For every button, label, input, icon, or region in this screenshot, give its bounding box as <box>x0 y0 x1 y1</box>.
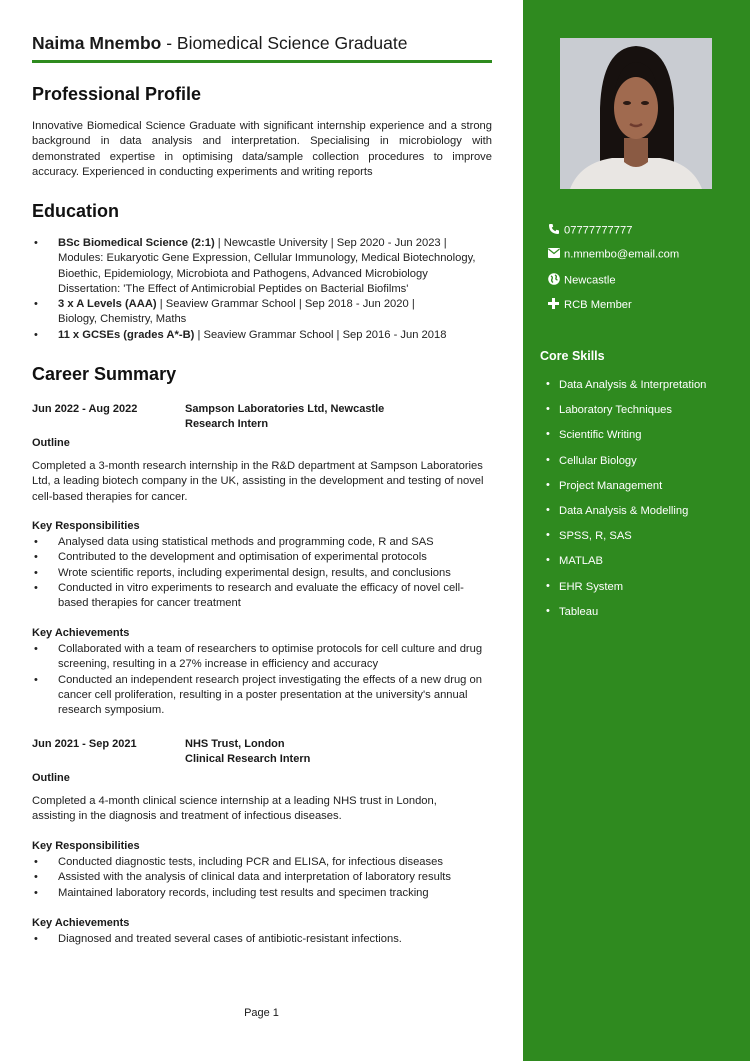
list-item: • Contributed to the development and optimisation of experimental protocols <box>32 550 494 565</box>
list-item: • Analysed data using statistical methods and programming code, R and SAS <box>32 535 494 550</box>
education-item <box>32 236 494 297</box>
job-role: Research Intern <box>185 418 269 430</box>
header-separator: - <box>161 33 177 53</box>
skill-item: • SPSS, R, SAS <box>540 530 706 555</box>
job-employer <box>185 402 384 432</box>
skill-item: • Tableau <box>540 606 706 631</box>
responsibilities-label: Key Responsibilities <box>32 520 140 532</box>
sidebar <box>523 0 750 1061</box>
list-item: • Maintained laboratory records, including test results and specimen tracking <box>32 886 494 901</box>
contact-phone <box>547 223 632 238</box>
education-heading: Education <box>32 201 120 221</box>
employer-name: NHS Trust, London <box>185 738 285 750</box>
skill-item: • Project Management <box>540 480 706 505</box>
education-list <box>32 236 494 343</box>
responsibilities-list <box>32 535 494 611</box>
career-heading: Career Summary <box>32 364 177 384</box>
job-role: Clinical Research Intern <box>185 753 311 765</box>
achievements-list <box>32 642 494 718</box>
skill-item: • Data Analysis & Interpretation <box>540 379 706 404</box>
education-detail: | Seaview Grammar School | Sep 2018 - Jun 2020 | <box>156 298 415 311</box>
contact-email <box>547 248 679 261</box>
contact-location <box>547 273 616 288</box>
portrait-image <box>560 38 712 189</box>
phone-icon <box>547 223 560 238</box>
outline-label: Outline <box>32 772 70 784</box>
phone-number: 07777777777 <box>564 224 633 237</box>
qualification: 11 x GCSEs (grades A*-B) <box>58 328 195 341</box>
list-item: • Conducted in vitro experiments to research and evaluate the efficacy of novel cell-based therapies for cancer treatment <box>32 581 494 612</box>
skill-item: • Laboratory Techniques <box>540 404 706 429</box>
skill-item: • Cellular Biology <box>540 455 706 480</box>
achievements-label: Key Achievements <box>32 627 130 639</box>
list-item: • Assisted with the analysis of clinical data and interpretation of laboratory results <box>32 870 494 885</box>
education-dissertation: Dissertation: 'The Effect of Antimicrobial Peptides on Bacterial Biofilms' <box>58 282 409 295</box>
membership-text: RCB Member <box>564 298 632 311</box>
education-item <box>32 297 494 328</box>
location-text: Newcastle <box>564 274 616 287</box>
job-employer <box>185 737 310 767</box>
contact-membership <box>547 298 632 312</box>
profile-text: Innovative Biomedical Science Graduate with significant internship experience and a strong background in data analysis and interpretation. Specialising in microbiology with demonstrated expertise in optimising data/sample collection procedures to improve accuracy. Experienced in conducting experiments and writing reports <box>32 120 492 178</box>
achievements-list <box>32 932 494 947</box>
header-divider <box>32 60 492 63</box>
qualification: 3 x A Levels (AAA) <box>58 298 157 311</box>
skills-list <box>540 379 706 631</box>
list-item: • Conducted an independent research project investigating the effects of a new drug on cancer cell proliferation, resulting in a poster presentation at the university's annual research symposium. <box>32 673 494 719</box>
skill-item: • Data Analysis & Modelling <box>540 505 706 530</box>
outline-label: Outline <box>32 437 70 449</box>
skill-item: • EHR System <box>540 581 706 606</box>
profile-heading: Professional Profile <box>32 84 202 104</box>
list-item: • Diagnosed and treated several cases of antibiotic-resistant infections. <box>32 932 494 947</box>
list-item: • Conducted diagnostic tests, including PCR and ELISA, for infectious diseases <box>32 855 494 870</box>
page-number: Page 1 <box>244 1007 279 1019</box>
skill-item: • Scientific Writing <box>540 429 706 454</box>
cv-header <box>32 33 502 54</box>
education-subjects: Biology, Chemistry, Maths <box>58 313 187 326</box>
list-item: • Collaborated with a team of researchers to optimise protocols for cell culture and drug screening, resulting in a 27% increase in efficiency and accuracy <box>32 642 494 673</box>
job-dates: Jun 2021 - Sep 2021 <box>32 738 137 750</box>
email-address[interactable]: n.mnembo@email.com <box>564 248 680 261</box>
education-detail: | Newcastle University | Sep 2020 - Jun 2023 | <box>214 237 447 249</box>
employer-name: Sampson Laboratories Ltd, Newcastle <box>185 403 385 415</box>
education-detail: | Seaview Grammar School | Sep 2016 - Jun 2018 <box>194 328 447 341</box>
responsibilities-label: Key Responsibilities <box>32 840 140 852</box>
skill-item: • MATLAB <box>540 555 706 580</box>
skills-heading: Core Skills <box>540 349 605 363</box>
candidate-name: Naima Mnembo <box>32 33 162 53</box>
education-modules: Modules: Eukaryotic Gene Expression, Cellular Immunology, Medical Biotechnology, Bioethic, Epidemiology, Microbiota and Pathogens, Advanced Microbiology <box>58 252 476 280</box>
globe-icon <box>547 273 560 288</box>
qualification: BSc Biomedical Science (2:1) <box>58 237 215 249</box>
plus-icon <box>547 298 560 312</box>
profile-photo <box>560 38 712 189</box>
envelope-icon <box>547 248 560 261</box>
education-item <box>32 328 494 343</box>
achievements-label: Key Achievements <box>32 917 130 929</box>
list-item: • Wrote scientific reports, including experimental design, results, and conclusions <box>32 566 494 581</box>
responsibilities-list <box>32 855 494 901</box>
job-outline: Completed a 4-month clinical science internship at a leading NHS trust in London, assisting in the diagnosis and treatment of infectious diseases. <box>32 795 437 823</box>
job-title: Biomedical Science Graduate <box>176 33 408 53</box>
job-dates: Jun 2022 - Aug 2022 <box>32 403 138 415</box>
job-outline: Completed a 3-month research internship in the R&D department at Sampson Laboratories Ltd, a leading biotech company in the UK, assisting in the development and testing of novel cell-based therapies for cancer. <box>32 460 484 503</box>
